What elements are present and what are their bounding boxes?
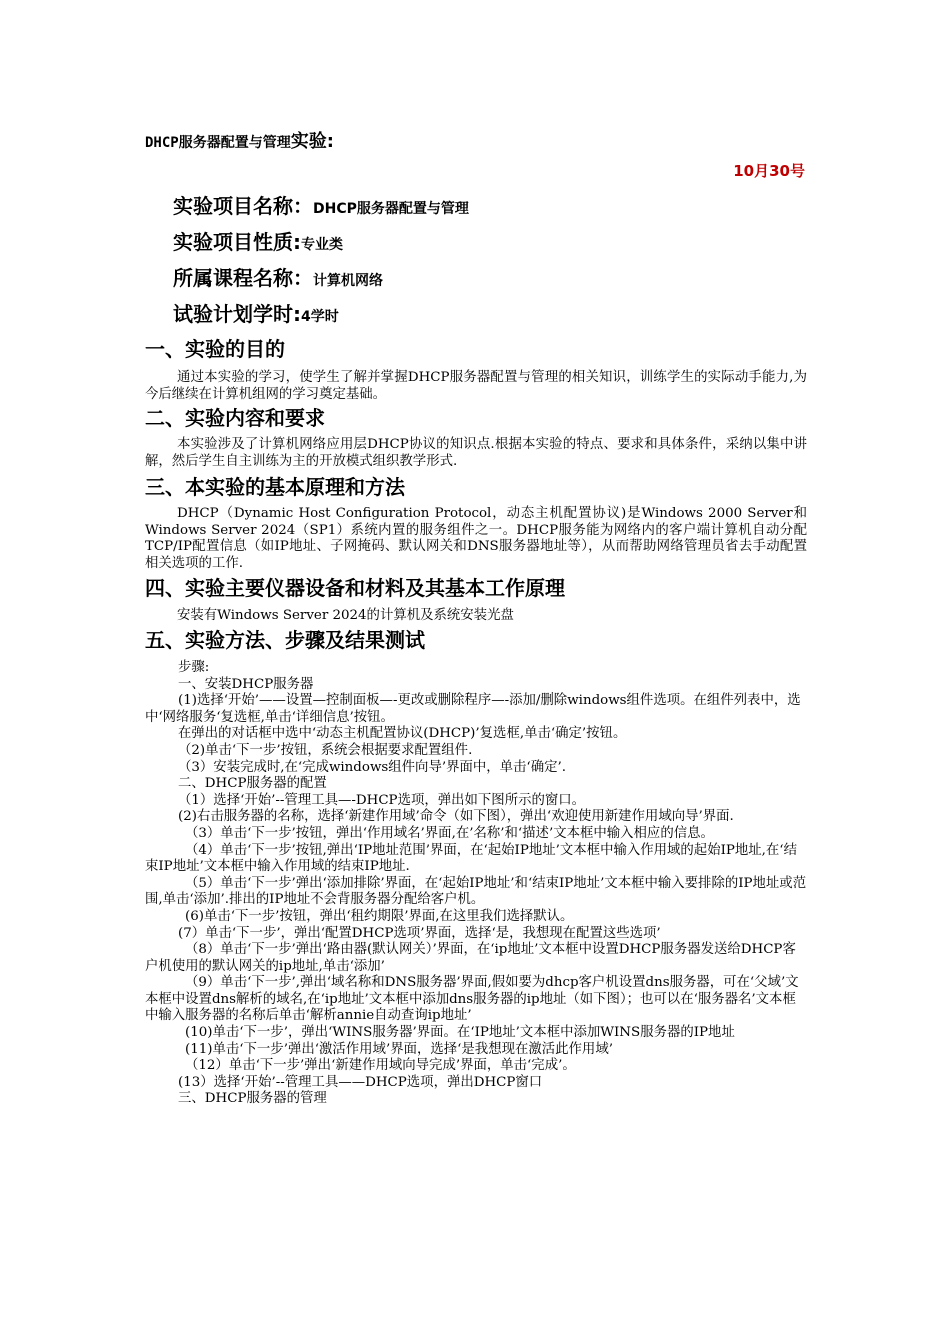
meta-project-nature <box>173 226 343 255</box>
list-item: (13）选择‘开始’--管理工具——DHCP选项，弹出DHCP窗口 <box>178 1074 543 1090</box>
title-prefix: DHCP服务器配置与管理 <box>145 135 291 151</box>
meta-project-name <box>173 190 469 219</box>
meta-value: 专业类 <box>301 237 343 253</box>
meta-key: 所属课程名称： <box>173 266 313 290</box>
meta-key: 实验项目性质: <box>173 230 301 254</box>
list-item: 三、DHCP服务器的管理 <box>178 1091 327 1107</box>
section-heading: 二、实验内容和要求 <box>145 406 325 430</box>
section-heading: 一、实验的目的 <box>145 337 285 361</box>
title-suffix: 实验: <box>290 131 334 152</box>
list-item: (11)单击‘下一步’弹出‘激活作用域’界面，选择‘是我想现在激活此作用域’ <box>185 1041 613 1057</box>
date-label: 10月30号 <box>733 162 805 180</box>
list-item: （1）选择‘开始’--管理工具—-DHCP选项，弹出如下图所示的窗口。 <box>178 792 586 808</box>
meta-key: 试验计划学时: <box>173 302 301 326</box>
meta-key: 实验项目名称： <box>173 194 313 218</box>
list-item: (2)右击服务器的名称，选择‘新建作用域’命令（如下图），弹出‘欢迎使用新建作用域向导’界面. <box>178 809 734 825</box>
list-item: （4）单击‘下一步’按钮,弹出‘IP地址范围’界面，在‘起始IP地址’文本框中输入作用域的起始IP地址,在‘结束IP地址’文本框中输入作用域的结束IP地址. <box>145 842 797 875</box>
steps-list <box>145 660 807 1108</box>
meta-value: 4学时 <box>301 309 339 325</box>
list-item: （9）单击‘下一步’,弹出‘域名称和DNS服务器’界面,假如要为dhcp客户机设置dns服务器，可在‘父域’文本框中设置dns解析的域名,在‘ip地址’文本框中添加dns服务器的ip地址（如下图）；也可以在‘服务器名’文本框中输入服务器的名称后单击‘解析annie自动查询ip地址’ <box>145 975 799 1024</box>
meta-course-name <box>173 262 383 291</box>
section-body: DHCP（Dynamic Host Configuration Protocol，动态主机配置协议)是Windows 2000 Server和Windows Server 2024（SP1）系统内置的服务组件之一。DHCP服务能为网络内的客户端计算机自动分配TCP/IP配置信息（如IP地址、子网掩码、默认网关和DNS服务器地址等），从而帮助网络管理员省去手动配置相关选项的工作. <box>145 506 807 571</box>
list-item: (6)单击‘下一步’按钮，弹出‘租约期限’界面,在这里我们选择默认。 <box>185 908 574 924</box>
list-item: (7）单击‘下一步’，弹出‘配置DHCP选项’界面，选择‘是，我想现在配置这些选项’ <box>178 925 661 941</box>
meta-value: 计算机网络 <box>313 273 383 289</box>
list-item: 在弹出的对话框中选中‘动态主机配置协议(DHCP)’复选框,单击‘确定’按钮。 <box>178 726 627 742</box>
list-item: （3）单击‘下一步’按钮，弹出‘作用域名’界面,在’名称’和‘描述’文本框中输入相应的信息。 <box>185 825 714 841</box>
list-item: (10)单击‘下一步’，弹出‘WINS服务器’界面。在‘IP地址’文本框中添加WINS服务器的IP地址 <box>185 1025 735 1041</box>
meta-value: DHCP服务器配置与管理 <box>313 201 469 217</box>
document-title <box>145 127 334 153</box>
list-item: 步骤: <box>178 660 210 675</box>
list-item: 一、安装DHCP服务器 <box>178 676 314 692</box>
section-heading: 三、本实验的基本原理和方法 <box>145 475 405 499</box>
list-item: （12）单击‘下一步’弹出‘新建作用域向导完成’界面，单击‘完成’。 <box>185 1058 576 1074</box>
section-heading: 四、实验主要仪器设备和材料及其基本工作原理 <box>145 576 565 600</box>
section-body: 本实验涉及了计算机网络应用层DHCP协议的知识点.根据本实验的特点、要求和具体条件，采纳以集中讲解，然后学生自主训练为主的开放模式组织教学形式. <box>145 437 807 469</box>
meta-planned-hours <box>173 298 339 327</box>
list-item: （3）安装完成时,在‘完成windows组件向导’界面中，单击‘确定’. <box>178 759 566 775</box>
list-item: （8）单击‘下一步’弹出‘路由器(默认网关）’界面，在‘ip地址’文本框中设置DHCP服务器发送给DHCP客户机使用的默认网关的ip地址,单击‘添加’ <box>145 942 796 974</box>
list-item: （5）单击‘下一步’弹出‘添加排除’界面，在‘起始IP地址’和‘结束IP地址’文本框中输入要排除的IP地址或范围,单击‘添加’.排出的IP地址不会背服务器分配给客户机。 <box>145 875 807 908</box>
section-heading: 五、实验方法、步骤及结果测试 <box>145 628 425 652</box>
section-body: 通过本实验的学习，使学生了解并掌握DHCP服务器配置与管理的相关知识，训练学生的实际动手能力,为今后继续在计算机组网的学习奠定基础。 <box>145 370 807 402</box>
section-body: 安装有Windows Server 2024的计算机及系统安装光盘 <box>177 608 514 623</box>
list-item: （2)单击‘下一步’按钮，系统会根据要求配置组件. <box>178 742 473 758</box>
list-item: (1)选择‘开始’——设置—控制面板—-更改或删除程序—-添加/删除windows组件选项。在组件列表中，选中‘网络服务‘复选框,单击‘详细信息’按钮。 <box>145 693 801 725</box>
list-item: 二、DHCP服务器的配置 <box>178 776 327 792</box>
